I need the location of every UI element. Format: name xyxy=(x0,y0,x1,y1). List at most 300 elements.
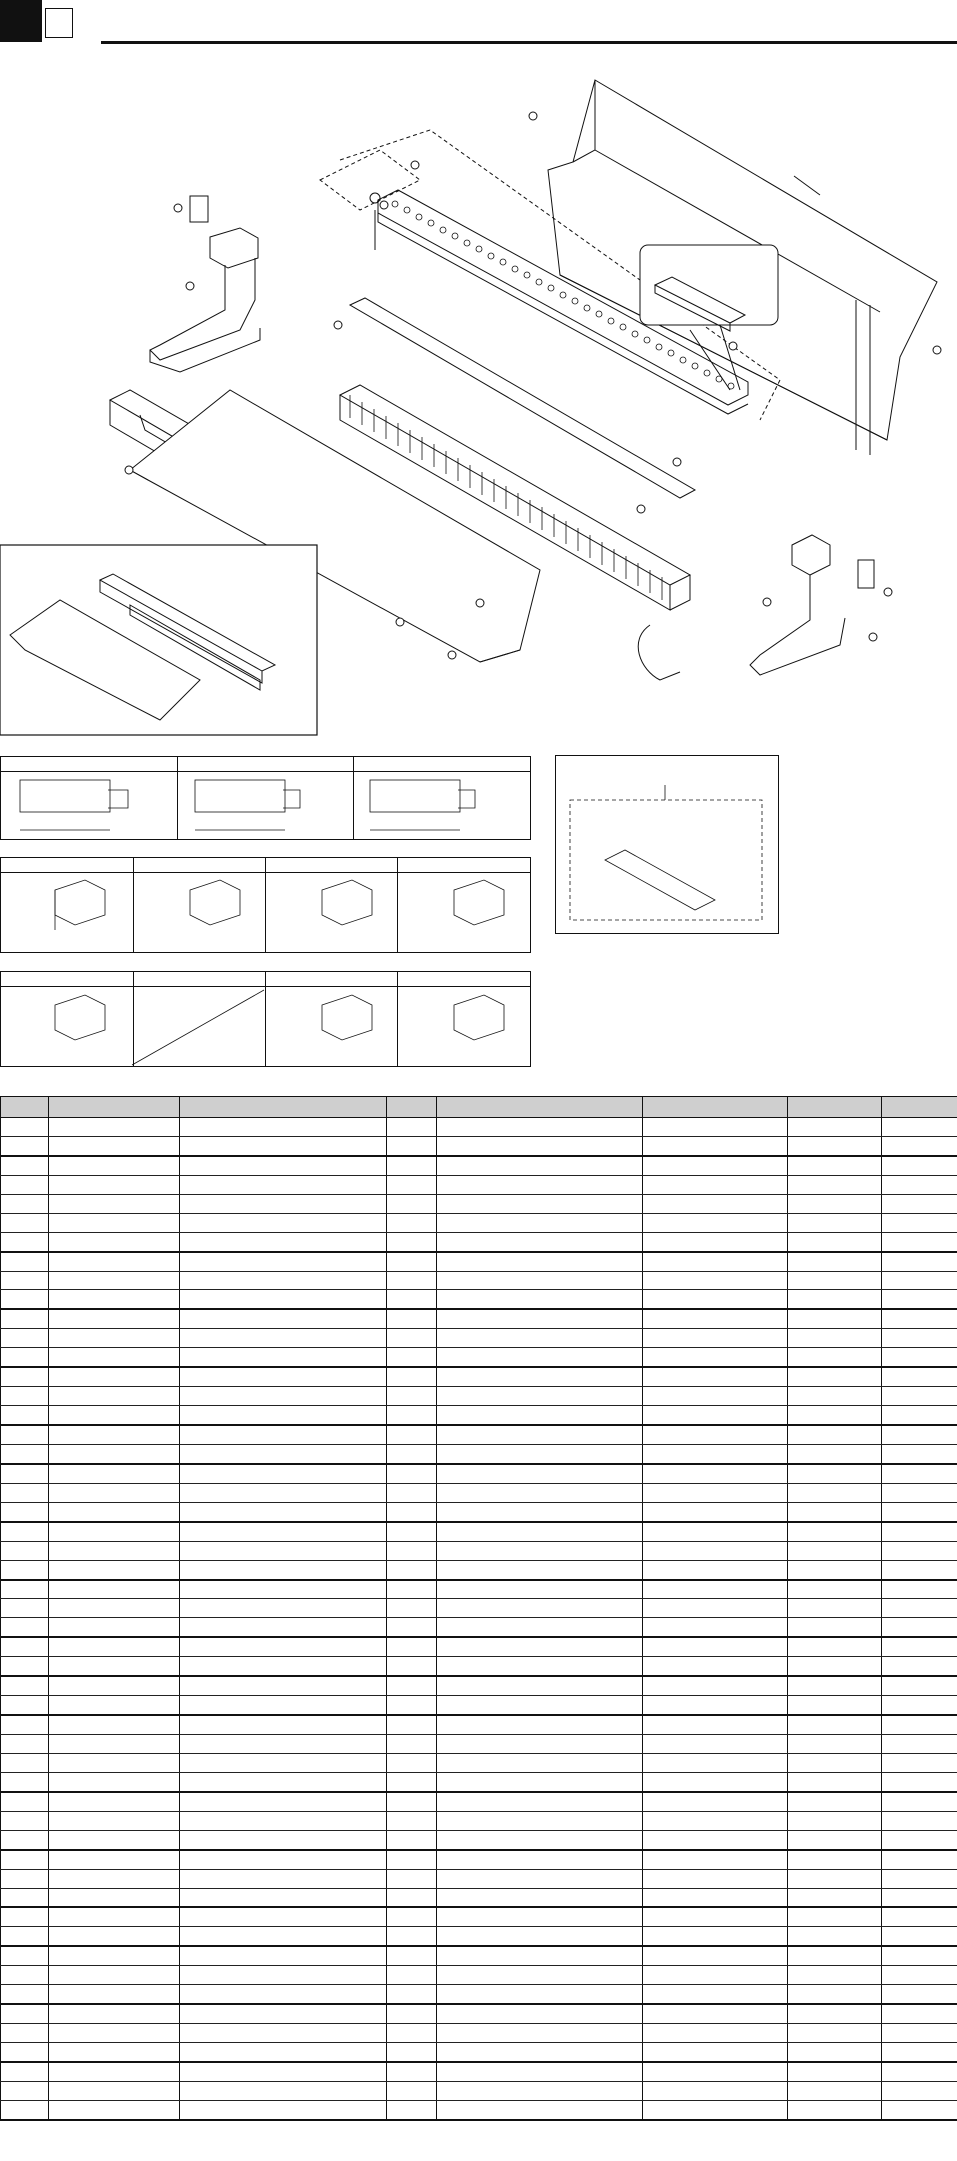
table-cell xyxy=(1,1156,49,1175)
table-cell xyxy=(437,1637,643,1656)
table-cell xyxy=(882,1869,957,1888)
table-cell xyxy=(882,1888,957,1907)
table-cell xyxy=(49,1213,180,1232)
table-cell xyxy=(387,1387,437,1406)
table-cell xyxy=(1,1406,49,1425)
table-row xyxy=(1,1367,957,1386)
table-row xyxy=(1,1156,957,1175)
table-cell xyxy=(49,1252,180,1271)
table-cell xyxy=(1,2100,49,2119)
table-cell xyxy=(882,1966,957,1985)
table-cell xyxy=(788,2004,882,2023)
table-row xyxy=(1,1966,957,1985)
table-cell xyxy=(437,1464,643,1483)
table-cell xyxy=(882,1464,957,1483)
table-cell xyxy=(387,1850,437,1869)
table-row xyxy=(1,1522,957,1541)
bracket-variant-6 xyxy=(322,995,372,1040)
table-cell xyxy=(788,1946,882,1965)
table-cell xyxy=(1,1869,49,1888)
table-cell xyxy=(387,1599,437,1618)
bracket-variant-2 xyxy=(190,880,240,925)
table-cell xyxy=(882,1715,957,1734)
table-row xyxy=(1,1772,957,1791)
table-cell xyxy=(437,1213,643,1232)
table-cell xyxy=(1,1772,49,1791)
table-cell xyxy=(387,1118,437,1137)
table-cell xyxy=(1,1888,49,1907)
table-cell xyxy=(49,1329,180,1348)
table-row xyxy=(1,1406,957,1425)
table-cell xyxy=(788,1290,882,1309)
table-cell xyxy=(180,1560,387,1579)
table-cell xyxy=(643,1927,788,1946)
table-cell xyxy=(387,1194,437,1213)
table-cell xyxy=(437,1290,643,1309)
table-cell xyxy=(1,1599,49,1618)
table-cell xyxy=(1,2024,49,2043)
table-cell xyxy=(437,1136,643,1155)
table-cell xyxy=(387,1213,437,1232)
table-cell xyxy=(1,1309,49,1328)
table-cell xyxy=(1,1580,49,1599)
bracket-variant-5 xyxy=(55,995,105,1040)
table-cell xyxy=(643,1348,788,1367)
table-cell xyxy=(180,1367,387,1386)
table-cell xyxy=(788,1329,882,1348)
table-cell xyxy=(387,1232,437,1251)
table-cell xyxy=(49,1907,180,1926)
table-cell xyxy=(788,1753,882,1772)
table-cell xyxy=(49,2004,180,2023)
table-row xyxy=(1,1175,957,1194)
table-cell xyxy=(1,1560,49,1579)
table-cell xyxy=(882,1367,957,1386)
table-cell xyxy=(49,2062,180,2081)
table-cell xyxy=(49,1541,180,1560)
table-cell xyxy=(1,1735,49,1754)
table-row xyxy=(1,1869,957,1888)
table-cell xyxy=(437,1194,643,1213)
table-cell xyxy=(180,2043,387,2062)
table-cell xyxy=(643,1966,788,1985)
table-cell xyxy=(788,1618,882,1637)
table-cell xyxy=(1,1637,49,1656)
table-cell xyxy=(49,1792,180,1811)
table-cell xyxy=(882,1136,957,1155)
table-cell xyxy=(387,1985,437,2004)
table-row xyxy=(1,1290,957,1309)
table-cell xyxy=(387,1541,437,1560)
table-cell xyxy=(788,1869,882,1888)
table-row xyxy=(1,1618,957,1637)
table-cell xyxy=(437,1387,643,1406)
table-cell xyxy=(1,2062,49,2081)
table-cell xyxy=(180,1232,387,1251)
table-cell xyxy=(180,1136,387,1155)
table-cell xyxy=(49,1483,180,1502)
rail-zoom-drawing xyxy=(570,785,762,920)
table-cell xyxy=(49,1772,180,1791)
table-cell xyxy=(180,1927,387,1946)
col-header xyxy=(437,1097,643,1118)
col-header xyxy=(882,1097,957,1118)
table-row xyxy=(1,1715,957,1734)
table-cell xyxy=(1,1811,49,1830)
col-header xyxy=(180,1097,387,1118)
table-cell xyxy=(387,1464,437,1483)
table-cell xyxy=(1,1946,49,1965)
table-cell xyxy=(437,1156,643,1175)
table-row xyxy=(1,1811,957,1830)
table-row xyxy=(1,1735,957,1754)
table-cell xyxy=(882,1657,957,1676)
col-header xyxy=(1,1097,49,1118)
table-row xyxy=(1,1309,957,1328)
table-cell xyxy=(882,1676,957,1695)
table-cell xyxy=(180,1618,387,1637)
table-row xyxy=(1,1136,957,1155)
table-cell xyxy=(643,1541,788,1560)
table-cell xyxy=(643,1156,788,1175)
table-cell xyxy=(643,1444,788,1463)
table-cell xyxy=(180,1348,387,1367)
table-row xyxy=(1,1387,957,1406)
table-cell xyxy=(882,1696,957,1715)
table-cell xyxy=(180,1425,387,1444)
table-cell xyxy=(387,1907,437,1926)
table-cell xyxy=(180,1850,387,1869)
table-cell xyxy=(437,1175,643,1194)
table-cell xyxy=(180,1309,387,1328)
table-cell xyxy=(49,1502,180,1521)
table-cell xyxy=(643,1811,788,1830)
table-row xyxy=(1,2062,957,2081)
table-cell xyxy=(882,1637,957,1656)
table-cell xyxy=(1,1464,49,1483)
table-cell xyxy=(788,1888,882,1907)
table-cell xyxy=(387,1696,437,1715)
table-cell xyxy=(643,1483,788,1502)
table-cell xyxy=(788,1444,882,1463)
table-cell xyxy=(49,1696,180,1715)
table-cell xyxy=(180,1580,387,1599)
table-cell xyxy=(643,1907,788,1926)
table-cell xyxy=(643,1194,788,1213)
table-cell xyxy=(788,1676,882,1695)
table-cell xyxy=(49,1367,180,1386)
table-cell xyxy=(643,1175,788,1194)
table-cell xyxy=(788,1541,882,1560)
table-cell xyxy=(1,1367,49,1386)
table-cell xyxy=(387,1406,437,1425)
table-cell xyxy=(437,1753,643,1772)
table-row xyxy=(1,1599,957,1618)
table-cell xyxy=(387,1425,437,1444)
table-cell xyxy=(437,1522,643,1541)
table-cell xyxy=(643,1502,788,1521)
table-cell xyxy=(788,1118,882,1137)
rail-variant-2 xyxy=(195,780,300,830)
table-cell xyxy=(180,1830,387,1849)
table-row xyxy=(1,1348,957,1367)
table-cell xyxy=(49,1444,180,1463)
table-cell xyxy=(882,1290,957,1309)
table-row xyxy=(1,1329,957,1348)
table-cell xyxy=(1,1907,49,1926)
table-cell xyxy=(180,1657,387,1676)
table-cell xyxy=(387,1657,437,1676)
table-cell xyxy=(387,1946,437,1965)
table-cell xyxy=(180,1406,387,1425)
table-row xyxy=(1,1580,957,1599)
table-cell xyxy=(643,1367,788,1386)
table-cell xyxy=(882,1830,957,1849)
table-cell xyxy=(387,1367,437,1386)
table-cell xyxy=(387,1271,437,1290)
table-cell xyxy=(643,1850,788,1869)
table-row xyxy=(1,1194,957,1213)
table-cell xyxy=(882,1271,957,1290)
table-cell xyxy=(643,1213,788,1232)
table-cell xyxy=(387,1483,437,1502)
table-cell xyxy=(387,1329,437,1348)
table-header-row xyxy=(1,1097,957,1118)
table-cell xyxy=(437,1869,643,1888)
table-cell xyxy=(437,1792,643,1811)
table-cell xyxy=(788,1792,882,1811)
table-cell xyxy=(788,1194,882,1213)
table-cell xyxy=(882,2081,957,2100)
table-cell xyxy=(387,1252,437,1271)
table-cell xyxy=(882,1618,957,1637)
table-cell xyxy=(788,1522,882,1541)
table-cell xyxy=(1,1502,49,1521)
table-cell xyxy=(180,1290,387,1309)
table-row xyxy=(1,2043,957,2062)
table-cell xyxy=(643,1271,788,1290)
table-row xyxy=(1,1637,957,1656)
table-cell xyxy=(180,1387,387,1406)
table-row xyxy=(1,1541,957,1560)
table-row xyxy=(1,1676,957,1695)
table-cell xyxy=(643,1772,788,1791)
table-cell xyxy=(180,2062,387,2081)
table-cell xyxy=(1,1676,49,1695)
table-cell xyxy=(1,1715,49,1734)
table-cell xyxy=(387,1927,437,1946)
table-cell xyxy=(882,1118,957,1137)
table-cell xyxy=(49,1348,180,1367)
table-cell xyxy=(437,2081,643,2100)
table-cell xyxy=(387,2043,437,2062)
table-cell xyxy=(49,1580,180,1599)
table-cell xyxy=(882,2004,957,2023)
table-cell xyxy=(1,2004,49,2023)
table-cell xyxy=(1,1483,49,1502)
table-cell xyxy=(643,1232,788,1251)
table-cell xyxy=(180,1156,387,1175)
table-cell xyxy=(437,1715,643,1734)
bracket-variant-1 xyxy=(55,880,105,930)
table-cell xyxy=(387,1136,437,1155)
table-cell xyxy=(49,1136,180,1155)
table-cell xyxy=(437,1599,643,1618)
table-cell xyxy=(643,1637,788,1656)
table-cell xyxy=(49,1637,180,1656)
table-cell xyxy=(49,1888,180,1907)
table-row xyxy=(1,1232,957,1251)
table-cell xyxy=(49,1290,180,1309)
table-row xyxy=(1,1502,957,1521)
table-cell xyxy=(1,1830,49,1849)
table-cell xyxy=(788,1657,882,1676)
table-cell xyxy=(882,1406,957,1425)
table-cell xyxy=(437,2043,643,2062)
table-cell xyxy=(437,1348,643,1367)
table-cell xyxy=(49,1676,180,1695)
table-row xyxy=(1,1444,957,1463)
table-cell xyxy=(387,1676,437,1695)
table-cell xyxy=(387,1888,437,1907)
table-cell xyxy=(437,1252,643,1271)
table-cell xyxy=(49,2043,180,2062)
table-cell xyxy=(387,1309,437,1328)
table-cell xyxy=(882,1425,957,1444)
table-cell xyxy=(437,1309,643,1328)
table-cell xyxy=(788,2024,882,2043)
table-cell xyxy=(882,2024,957,2043)
table-cell xyxy=(882,1522,957,1541)
table-cell xyxy=(180,1118,387,1137)
table-cell xyxy=(387,1966,437,1985)
table-cell xyxy=(1,1271,49,1290)
table-row xyxy=(1,1985,957,2004)
table-cell xyxy=(180,1329,387,1348)
table-cell xyxy=(49,1194,180,1213)
table-cell xyxy=(788,1367,882,1386)
table-cell xyxy=(882,1232,957,1251)
table-cell xyxy=(1,1194,49,1213)
table-cell xyxy=(437,2004,643,2023)
table-row xyxy=(1,2081,957,2100)
table-cell xyxy=(882,1907,957,1926)
table-cell xyxy=(1,1329,49,1348)
table-cell xyxy=(49,1425,180,1444)
table-cell xyxy=(788,1927,882,1946)
table-cell xyxy=(788,1985,882,2004)
table-cell xyxy=(437,1985,643,2004)
table-cell xyxy=(1,1213,49,1232)
table-cell xyxy=(1,1348,49,1367)
table-cell xyxy=(788,1850,882,1869)
table-cell xyxy=(882,1753,957,1772)
table-cell xyxy=(437,1118,643,1137)
table-cell xyxy=(882,1811,957,1830)
bracket-variant-4 xyxy=(454,880,504,925)
table-cell xyxy=(180,1888,387,1907)
table-cell xyxy=(387,1830,437,1849)
table-cell xyxy=(882,1850,957,1869)
not-applicable-slash xyxy=(132,990,264,1065)
col-header xyxy=(387,1097,437,1118)
table-cell xyxy=(643,1946,788,1965)
table-cell xyxy=(180,1252,387,1271)
table-cell xyxy=(387,1637,437,1656)
table-cell xyxy=(643,1696,788,1715)
table-cell xyxy=(49,1735,180,1754)
table-row xyxy=(1,1657,957,1676)
table-row xyxy=(1,1464,957,1483)
table-cell xyxy=(49,1985,180,2004)
table-cell xyxy=(387,1811,437,1830)
table-cell xyxy=(1,1136,49,1155)
table-cell xyxy=(882,1927,957,1946)
table-cell xyxy=(788,1735,882,1754)
table-cell xyxy=(49,1560,180,1579)
table-cell xyxy=(788,1271,882,1290)
table-row xyxy=(1,1792,957,1811)
table-cell xyxy=(643,1387,788,1406)
table-cell xyxy=(882,1792,957,1811)
table-cell xyxy=(1,1444,49,1463)
table-cell xyxy=(49,1271,180,1290)
table-cell xyxy=(1,1966,49,1985)
table-cell xyxy=(882,1946,957,1965)
table-cell xyxy=(788,1696,882,1715)
table-cell xyxy=(180,1522,387,1541)
table-cell xyxy=(1,1290,49,1309)
bracket-variant-7 xyxy=(454,995,504,1040)
table-cell xyxy=(387,1772,437,1791)
table-cell xyxy=(49,1522,180,1541)
table-cell xyxy=(643,1657,788,1676)
table-cell xyxy=(387,1580,437,1599)
table-cell xyxy=(882,1329,957,1348)
table-cell xyxy=(643,1753,788,1772)
table-cell xyxy=(788,1252,882,1271)
table-cell xyxy=(387,1290,437,1309)
table-cell xyxy=(49,1232,180,1251)
table-cell xyxy=(882,1309,957,1328)
table-cell xyxy=(49,1966,180,1985)
table-cell xyxy=(49,1927,180,1946)
table-row xyxy=(1,1213,957,1232)
table-cell xyxy=(437,1502,643,1521)
table-cell xyxy=(180,1985,387,2004)
table-cell xyxy=(180,1637,387,1656)
table-cell xyxy=(387,1522,437,1541)
table-cell xyxy=(788,1406,882,1425)
table-cell xyxy=(49,1175,180,1194)
table-cell xyxy=(180,1175,387,1194)
table-cell xyxy=(437,1676,643,1695)
table-cell xyxy=(437,1580,643,1599)
table-cell xyxy=(1,2081,49,2100)
table-cell xyxy=(1,1850,49,1869)
table-row xyxy=(1,1907,957,1926)
table-cell xyxy=(882,1444,957,1463)
table-cell xyxy=(1,1232,49,1251)
table-cell xyxy=(882,1387,957,1406)
table-cell xyxy=(788,1599,882,1618)
table-cell xyxy=(180,2004,387,2023)
table-cell xyxy=(882,1985,957,2004)
table-cell xyxy=(788,2043,882,2062)
table-cell xyxy=(180,1966,387,1985)
table-cell xyxy=(387,1792,437,1811)
table-cell xyxy=(1,1425,49,1444)
